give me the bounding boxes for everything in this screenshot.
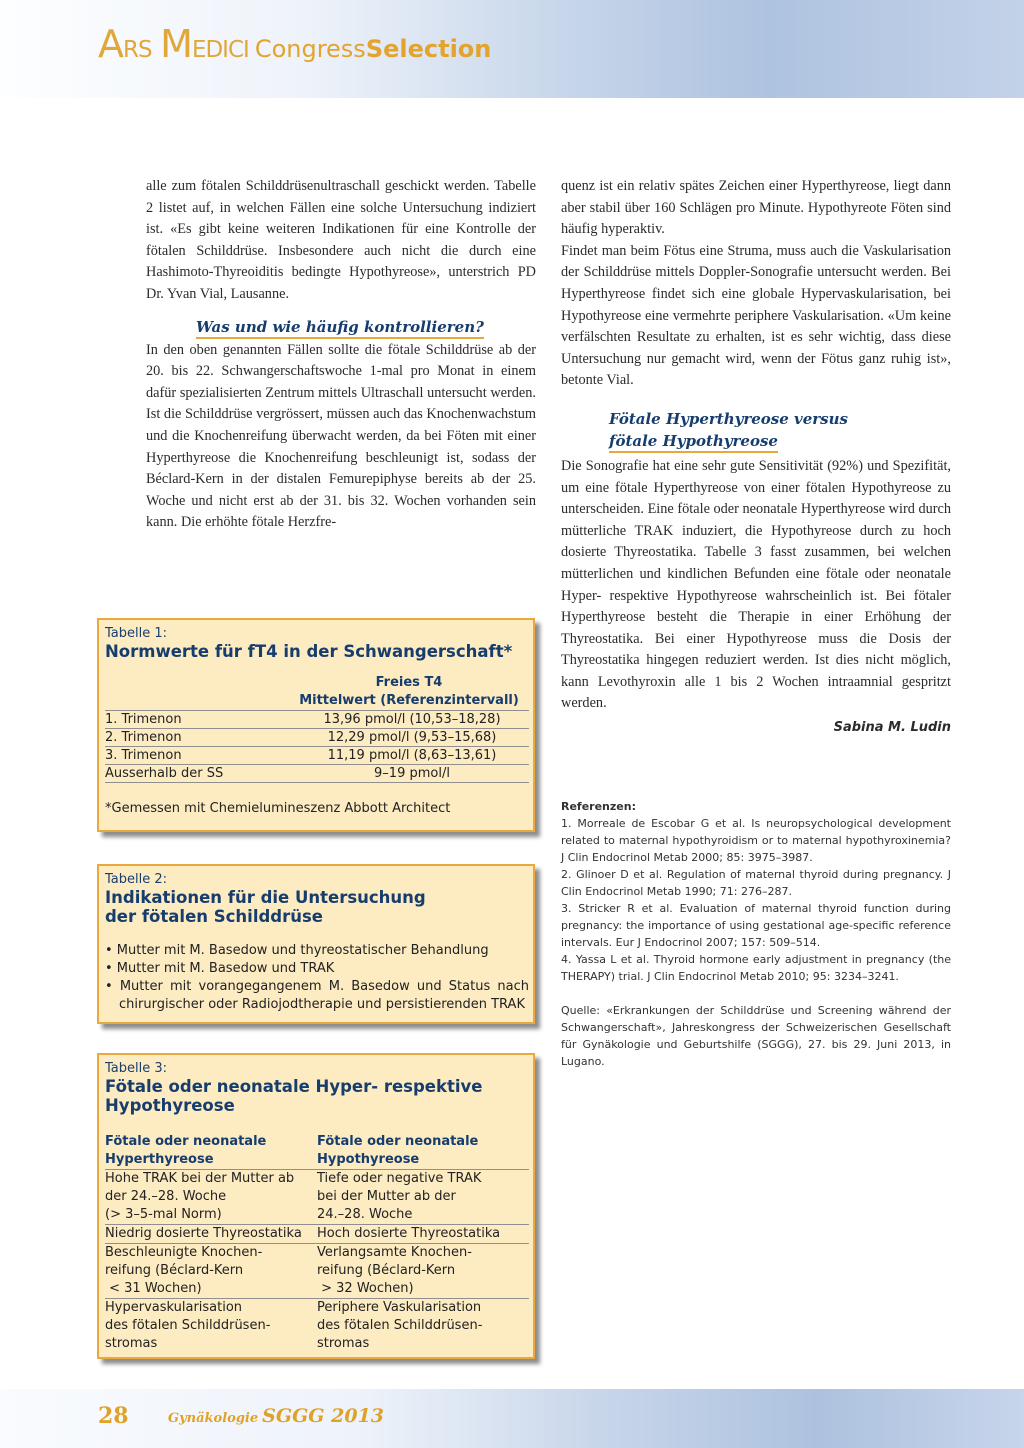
table-row: Hypervaskularisation des fötalen Schilddrüsen- stromas Periphere Vaskularisation des fötalen Schilddrüsen- stromas xyxy=(105,1300,483,1351)
table-1-title: Normwerte für fT4 in der Schwangerschaft* xyxy=(105,642,513,661)
reference-item: 1. Morreale de Escobar G et al. Is neuropsychological development related to maternal hypothyroidism or to maternal hypothyroxinemia? J Clin Endocrinol Metab 2000; 85: 3975–3987. xyxy=(561,817,951,864)
page-number: 28 xyxy=(98,1403,129,1429)
table-row: Hohe TRAK bei der Mutter ab der 24.–28. Woche (> 3–5-mal Norm) Tiefe oder negative TRAK bei der Mutter ab der 24.–28. Woche xyxy=(105,1170,529,1225)
table-2-box xyxy=(97,864,535,1024)
journal-name: Gynäkologie SGGG 2013 xyxy=(168,1405,385,1427)
table-3-box xyxy=(97,1053,535,1359)
list-item: • Mutter mit M. Basedow und thyreostatischer Behandlung xyxy=(105,943,489,958)
table-1-footnote: *Gemessen mit Chemielumineszenz Abbott Architect xyxy=(105,801,451,816)
right-paragraph-3: Die Sonografie hat eine sehr gute Sensitivität (92%) und Spezifität, um eine fötale Hyperthyreose von einer fötalen Hypothyreose zu unterscheiden. Eine fötale oder neonatale Hyperthyreose wird durch mütterliche TRAK induziert, die Hypothyreose durch zu hoch dosierte Thyreostatika. Tabelle 3 fasst zusammen, bei welchen mütterlichen und kindlichen Befunden eine fötale oder neonatale Hyper- respektive Hypothyreose wahrscheinlich ist. Bei fötaler Hyperthyreose besteht die Therapie in einer Erhöhung der Thyreostatika. Bei einer Hypothyreose muss die Dosis der Thyreostatika hingegen reduziert werden. Ist dies nicht möglich, kann Levothyroxin alle 1 bis 2 Wochen intraamnial gespritzt werden. xyxy=(561,457,951,712)
section-heading-control: Was und wie häufig kontrollieren? xyxy=(146,316,536,338)
table-row: Beschleunigte Knochen- reifung (Béclard-Kern < 31 Wochen) Verlangsamte Knochen- reifung (Béclard-Kern > 32 Wochen) xyxy=(105,1244,529,1299)
references-title: Referenzen: xyxy=(561,800,636,813)
reference-item: 3. Stricker R et al. Evaluation of maternal thyroid function during pregnancy: the importance of using gestational age-specific reference intervals. Eur J Endocrinol 2007; 157: 509–514. xyxy=(561,902,951,949)
reference-item: 4. Yassa L et al. Thyroid hormone early adjustment in pregnancy (the THERAPY) trial. J Clin Endocrinol Metab 2010; 95: 3234–3241. xyxy=(561,953,951,983)
reference-item: 2. Glinoer D et al. Regulation of maternal thyroid during pregnancy. J Clin Endocrinol Metab 1990; 71: 276–287. xyxy=(561,868,951,898)
table-2-title: Indikationen für die Untersuchung der fötalen Schilddrüse xyxy=(105,888,426,926)
table-row: 1. Trimenon 13,96 pmol/l (10,53–18,28) xyxy=(105,711,529,729)
table-3-title: Fötale oder neonatale Hyper- respektive Hypothyreose xyxy=(105,1077,483,1115)
table-row: Niedrig dosierte Thyreostatika Hoch dosierte Thyreostatika xyxy=(105,1225,529,1244)
ars-medici-logo: ARS MEDICI CongressSelection xyxy=(98,22,492,66)
right-column xyxy=(561,176,951,739)
left-paragraph-2: In den oben genannten Fällen sollte die fötale Schilddrüse ab der 20. bis 22. Schwangerschaftswoche 1-mal pro Monat in einem dafür spezialisierten Zentrum mittels Ultraschall untersucht werden. Ist die Schilddrüse vergrössert, müssen auch das Knochenwachstum und die Knochenreifung überwacht werden, da bei Föten mit einer Hyperthyreose die Knochenreifung beschleunigt ist, sodass der Béclard-Kern in der distalen Femurepiphyse bereits ab der 25. Woche und nicht erst ab der 31. bis 32. Wochen vorhanden sein kann. Die erhöhte fötale Herzfre- xyxy=(146,341,536,531)
table-2-list xyxy=(105,942,529,1014)
right-paragraph-2: Findet man beim Fötus eine Struma, muss auch die Vaskularisation der Schilddrüse mittels Doppler-Sonografie untersucht werden. Bei Hyperthyreose findet sich eine globale Hypervaskularisation, bei Hypothyreose eine vermehrte periphere Vaskularisation. «Um keine verfälschten Resultate zu erhalten, ist es sehr wichtig, dass diese Untersuchung nur gemacht wird, wenn der Fötus ganz ruhig ist», betonte Vial. xyxy=(561,242,951,389)
right-paragraph-1: quenz ist ein relativ spätes Zeichen einer Hyperthyreose, liegt dann aber stabil über 160 Schlägen pro Minute. Hypothyreote Föten sind häufig hyperaktiv. xyxy=(561,178,951,238)
source-note: Quelle: «Erkrankungen der Schilddrüse und Screening während der Schwangerschaft», Jahreskongress der Schweizerischen Gesellschaft für Gynäkologie und Geburtshilfe (SGGG), 27. bis 29. Juni 2013, in Lugano. xyxy=(561,1004,951,1068)
congress-selection-label: CongressSelection xyxy=(254,35,492,63)
page-header xyxy=(0,0,1024,98)
table-3-label: Tabelle 3: xyxy=(105,1061,168,1076)
list-item: • Mutter mit M. Basedow und TRAK xyxy=(105,961,335,976)
table-1-box xyxy=(97,618,535,832)
table-row: 2. Trimenon 12,29 pmol/l (9,53–15,68) xyxy=(105,729,529,747)
table-2-label: Tabelle 2: xyxy=(105,872,168,887)
table-1-header: Freies T4 Mittelwert (Referenzintervall) xyxy=(299,675,519,708)
section-heading-hyper-hypo: Fötale Hyperthyreose versus fötale Hypothyreose xyxy=(561,408,951,452)
table-3-grid xyxy=(105,1133,529,1353)
table-row: Ausserhalb der SS 9–19 pmol/l xyxy=(105,765,529,783)
table-row: 3. Trimenon 11,19 pmol/l (8,63–13,61) xyxy=(105,747,529,765)
page-footer xyxy=(0,1389,1024,1448)
left-paragraph-1: alle zum fötalen Schilddrüsenultraschall geschickt werden. Tabelle 2 listet auf, in welchen Fällen eine solche Untersuchung indiziert ist. «Es gibt keine weiteren Indikationen für eine Kontrolle der fötalen Schilddrüse. Insbesondere auch nicht die durch eine Hashimoto-Thyreoiditis bedingte Hypothyreose», unterstrich PD Dr. Yvan Vial, Lausanne. xyxy=(146,178,536,302)
table-1-label: Tabelle 1: xyxy=(105,626,168,641)
left-column xyxy=(146,176,536,534)
table-3-header: Fötale oder neonatale Hyperthyreose Fötale oder neonatale Hypothyreose xyxy=(105,1133,529,1170)
references xyxy=(561,798,951,1070)
author-name: Sabina M. Ludin xyxy=(833,720,951,736)
list-item: • Mutter mit vorangegangenem M. Basedow und Status nach chirurgischer oder Radiojodtherapie und persistierenden TRAK xyxy=(105,979,529,1012)
table-1-body xyxy=(105,710,529,783)
